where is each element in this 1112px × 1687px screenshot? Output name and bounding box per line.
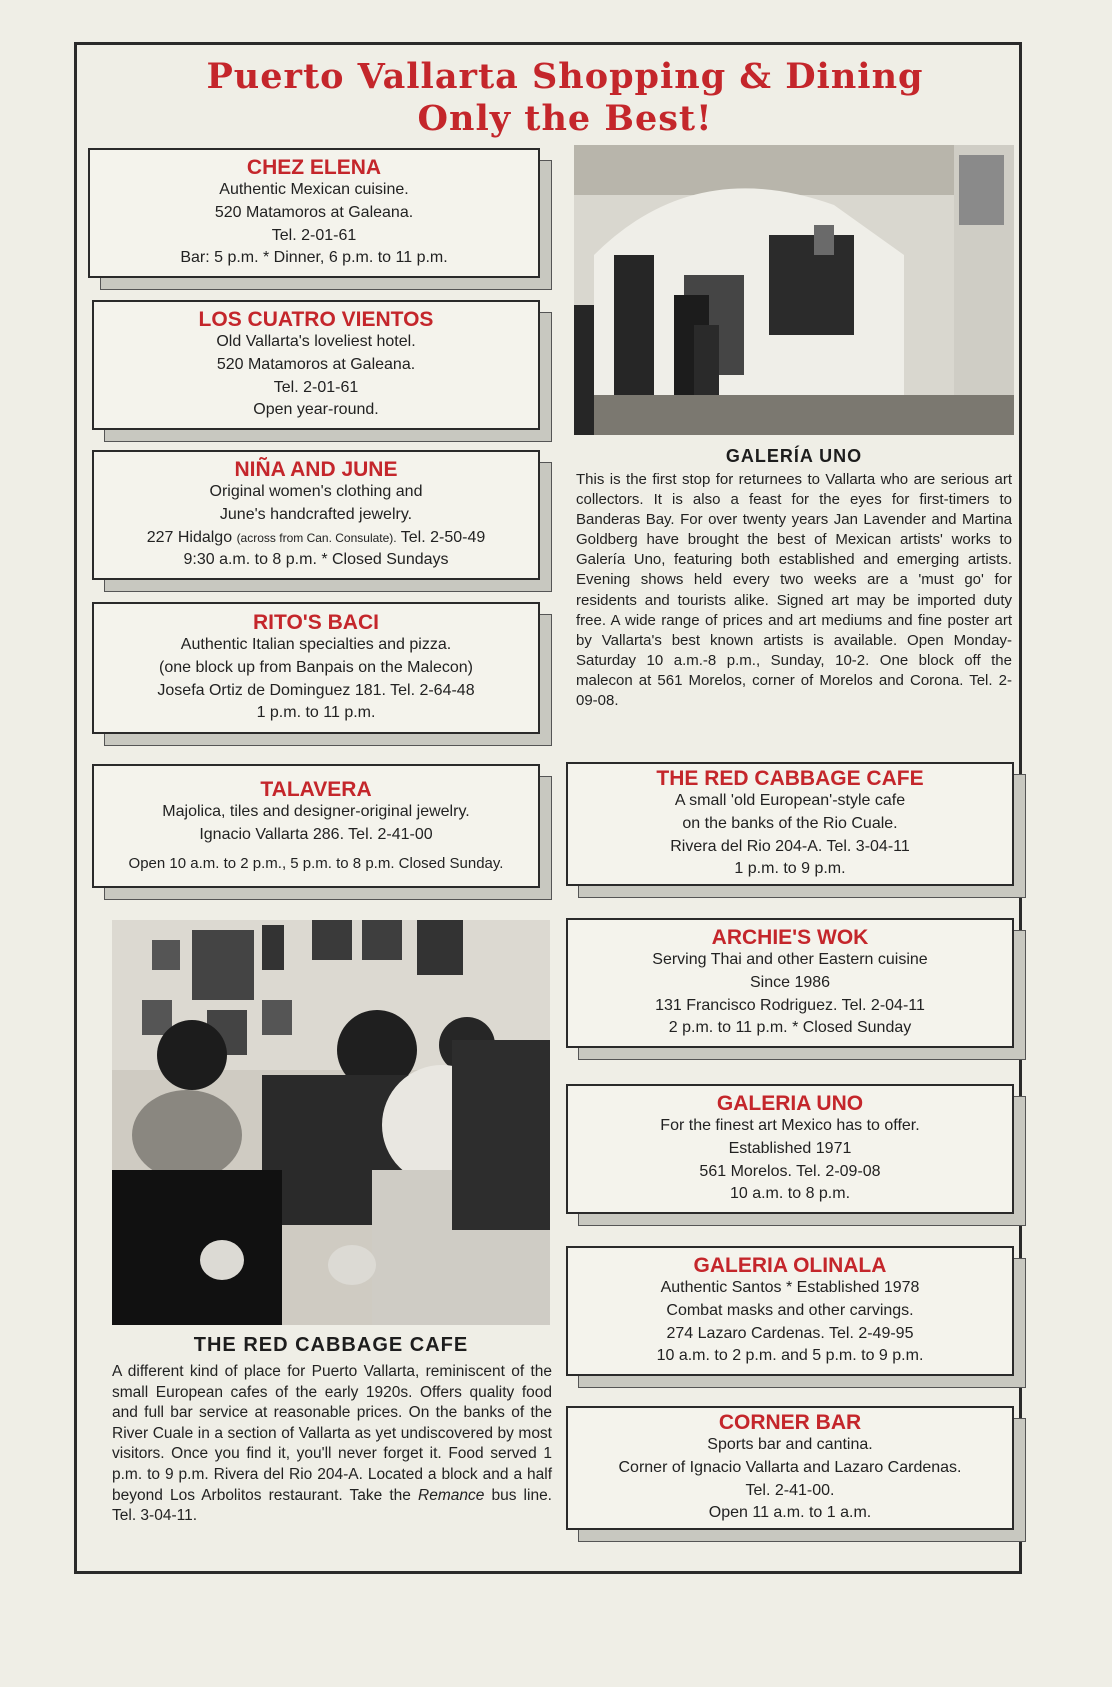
galeria-uno-photo xyxy=(574,145,1014,435)
cabbage-article-text: A different kind of place for Puerto Vallarta, reminiscent of the small European cafes of the early 1920s. Offers quality food and full bar service at reasonable prices. On the banks of the River Cuale in a section of Vallarta as yet undiscovered by most visitors. Once you find it, you'll never forget it. Food served 1 p.m. to 9 p.m. Rivera del Rio 204-A. Located a block and a half beyond Los Arbolitos restaurant. Take the xyxy=(112,1363,552,1504)
ad-line: 1 p.m. to 11 p.m. xyxy=(256,704,376,722)
ad-line: 131 Francisco Rodriguez. Tel. 2-04-11 xyxy=(655,996,925,1014)
ad-galeria-olinala xyxy=(566,1246,1014,1376)
ad-line: 561 Morelos. Tel. 2-09-08 xyxy=(699,1162,881,1180)
ad-name: TALAVERA xyxy=(260,778,372,802)
ad-line: Tel. 2-41-00. xyxy=(745,1481,835,1499)
ad-line: Tel. 2-01-61 xyxy=(273,378,359,396)
ad-line: (one block up from Banpais on the Malecon) xyxy=(159,658,473,676)
ad-line: Established 1971 xyxy=(728,1139,852,1157)
ad-line: June's handcrafted jewelry. xyxy=(219,505,413,523)
ad-name: GALERIA UNO xyxy=(716,1092,864,1116)
page-subtitle: Only the Best! xyxy=(417,98,713,139)
ad-name: ARCHIE'S WOK xyxy=(711,926,869,950)
ad-line: 10 a.m. to 8 p.m. xyxy=(729,1185,851,1203)
ad-archies-wok xyxy=(566,918,1014,1048)
red-cabbage-cafe-photo xyxy=(112,920,550,1325)
ad-name: GALERIA OLINALA xyxy=(693,1254,887,1278)
ad-name: LOS CUATRO VIENTOS xyxy=(198,308,434,332)
ad-name: NIÑA AND JUNE xyxy=(234,458,398,482)
ad-line: Rivera del Rio 204-A. Tel. 3-04-11 xyxy=(670,837,910,855)
ad-name: RITO'S BACI xyxy=(253,611,379,635)
ad-line: Serving Thai and other Eastern cuisine xyxy=(652,951,928,969)
ad-line: 1 p.m. to 9 p.m. xyxy=(734,860,846,878)
ad-line: Old Vallarta's loveliest hotel. xyxy=(216,333,416,351)
ad-los-cuatro-vientos xyxy=(92,300,540,430)
ad-line xyxy=(102,527,530,550)
ad-line: Since 1986 xyxy=(749,973,831,991)
ad-line: 10 a.m. to 2 p.m. and 5 p.m. to 9 p.m. xyxy=(656,1347,924,1365)
ad-address: 227 Hidalgo xyxy=(146,528,233,546)
ad-line: For the finest art Mexico has to offer. xyxy=(660,1117,920,1135)
cabbage-article-title: THE RED CABBAGE CAFE xyxy=(193,1334,469,1356)
ad-line: Majolica, tiles and designer-original jewelry. xyxy=(162,803,470,821)
ad-line: Original women's clothing and xyxy=(209,483,423,501)
ad-nina-and-june xyxy=(92,450,540,580)
ad-line: Tel. 2-01-61 xyxy=(271,226,357,244)
ad-line: Open year-round. xyxy=(253,401,379,419)
ad-line: 520 Matamoros at Galeana. xyxy=(214,203,414,221)
ad-corner-bar xyxy=(566,1406,1014,1530)
ad-line: 274 Lazaro Cardenas. Tel. 2-49-95 xyxy=(666,1324,914,1342)
ad-line: Authentic Italian specialties and pizza. xyxy=(180,636,452,654)
ad-line: 2 p.m. to 11 p.m. * Closed Sunday xyxy=(668,1019,912,1037)
ad-phone: Tel. 2-50-49 xyxy=(400,528,486,546)
ad-name: THE RED CABBAGE CAFE xyxy=(656,767,924,791)
ad-line: Authentic Santos * Established 1978 xyxy=(660,1279,920,1297)
ad-line: 520 Matamoros at Galeana. xyxy=(216,355,416,373)
ad-red-cabbage-cafe xyxy=(566,762,1014,886)
ad-ritos-baci xyxy=(92,602,540,734)
ad-line: A small 'old European'-style cafe xyxy=(674,792,906,810)
ad-line: Josefa Ortiz de Dominguez 181. Tel. 2-64-48 xyxy=(157,681,475,699)
galeria-article-title: GALERÍA UNO xyxy=(725,446,863,466)
ad-line: 9:30 a.m. to 8 p.m. * Closed Sundays xyxy=(183,551,449,569)
ad-talavera xyxy=(92,764,540,888)
ad-line: Ignacio Vallarta 286. Tel. 2-41-00 xyxy=(199,825,433,843)
ad-name: CORNER BAR xyxy=(718,1411,862,1435)
ad-line: Bar: 5 p.m. * Dinner, 6 p.m. to 11 p.m. xyxy=(180,249,448,267)
ad-line: Authentic Mexican cuisine. xyxy=(219,181,409,199)
ad-line: Open 10 a.m. to 2 p.m., 5 p.m. to 8 p.m. Closed Sunday. xyxy=(128,854,504,872)
ad-chez-elena xyxy=(88,148,540,278)
ad-line: Sports bar and cantina. xyxy=(707,1436,873,1454)
cabbage-article-body xyxy=(112,1362,552,1527)
ad-galeria-uno xyxy=(566,1084,1014,1214)
ad-note: (across from Can. Consulate). xyxy=(236,530,397,545)
cabbage-article-italic: Remance xyxy=(418,1486,485,1504)
galeria-article-body: This is the first stop for returnees to Vallarta who are serious art collectors. It is also a feast for the eyes for first-timers to Banderas Bay. For over twenty years Jan Lavender and Martina Goldberg have brought the best of Mexican artists' works to Galería Uno, featuring both established and emerging artists. Evening shows held every two weeks are a 'must go' for residents and tourists alike. Signed art may be imported duty free. A wide range of prices and art mediums and fine poster art by Vallarta's best known artists is available. Open Monday-Saturday 10 a.m.-8 p.m., Sunday, 10-2. One block off the malecon at 561 Morelos, corner of Morelos and Corona. Tel. 2-09-08. xyxy=(576,471,1012,710)
ad-line: on the banks of the Rio Cuale. xyxy=(682,814,898,832)
ad-name: CHEZ ELENA xyxy=(246,156,382,180)
ad-line: Open 11 a.m. to 1 a.m. xyxy=(708,1504,872,1522)
ad-line: Corner of Ignacio Vallarta and Lazaro Cardenas. xyxy=(618,1458,962,1476)
ad-line: Combat masks and other carvings. xyxy=(666,1301,914,1319)
cabbage-article-text-end: bus line. Tel. 3-04-11. xyxy=(112,1486,552,1525)
page-title: Puerto Vallarta Shopping & Dining xyxy=(206,56,924,97)
